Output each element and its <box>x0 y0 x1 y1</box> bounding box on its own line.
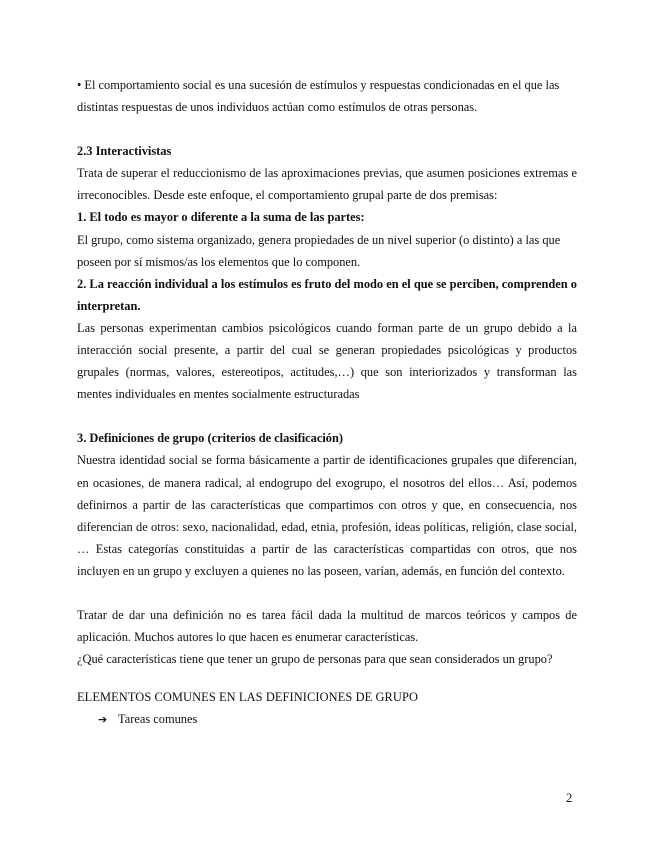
premise-2-title: 2. La reacción individual a los estímulos es fruto del modo en el que se perciben, comprenden o interpretan. <box>77 276 577 313</box>
premise-1-text: El grupo, como sistema organizado, genera propiedades de un nivel superior (o distinto) a las que poseen por sí mismos/as los elementos que lo componen. <box>77 232 561 269</box>
paragraph-behavior-bullet: • El comportamiento social es una sucesión de estímulos y respuestas condicionadas en el que las distintas respuestas de unos individuos actúan como estímulos de otras personas. <box>77 78 560 115</box>
premise-2-text: Las personas experimentan cambios psicológicos cuando forman parte de un grupo debido a la interacción social presente, a partir del cual se generan propiedades psicológicas y productos grupales (normas, valores, estereotipos, actitudes,…) que son interiorizados y transforman las mentes individuales en mentes socialmente estructuradas <box>77 320 577 402</box>
page-number: 2 <box>566 791 573 805</box>
arrow-right-icon: ➔ <box>98 713 108 727</box>
heading-interactivistas: 2.3 Interactivistas <box>77 144 172 159</box>
paragraph-identidad: Nuestra identidad social se forma básicamente a partir de identificaciones grupales que diferencian, en ocasiones, de manera radical, al endogrupo del exogrupo, el nosotros del ellos… Así, podemos definirnos a partir de las características que compartimos con otros y que, en consecuencia, nos diferencian de otros: sexo, nacionalidad, edad, etnia, profesión, ideas políticas, religión, clase social, … Estas categorías constituidas a partir de las características compartidas con otros, que nos incluyen en un grupo y excluyen a quienes no las poseen, varían, además, en función del contexto. <box>77 453 577 578</box>
list-item <box>77 708 577 731</box>
premise-1-title: 1. El todo es mayor o diferente a la suma de las partes: <box>77 210 365 225</box>
heading-definiciones: 3. Definiciones de grupo (criterios de clasificación) <box>77 431 344 446</box>
page-content <box>77 74 577 731</box>
spacer <box>77 670 577 686</box>
question-text: ¿Qué características tiene que tener un grupo de personas para que sean considerados un grupo? <box>77 652 553 667</box>
paragraph-interactivistas: Trata de superar el reduccionismo de las aproximaciones previas, que asumen posiciones extremas e irreconocibles. Desde este enfoque, el comportamiento grupal parte de dos premisas: <box>77 166 577 203</box>
spacer <box>77 118 577 140</box>
spacer <box>77 405 577 427</box>
section-elementos-heading: ELEMENTOS COMUNES EN LAS DEFINICIONES DE GRUPO <box>77 690 418 705</box>
list-item-text: Tareas comunes <box>118 712 198 727</box>
spacer <box>77 582 577 604</box>
paragraph-definicion: Tratar de dar una definición no es tarea fácil dada la multitud de marcos teóricos y campos de aplicación. Muchos autores lo que hacen es enumerar características. <box>77 607 577 645</box>
